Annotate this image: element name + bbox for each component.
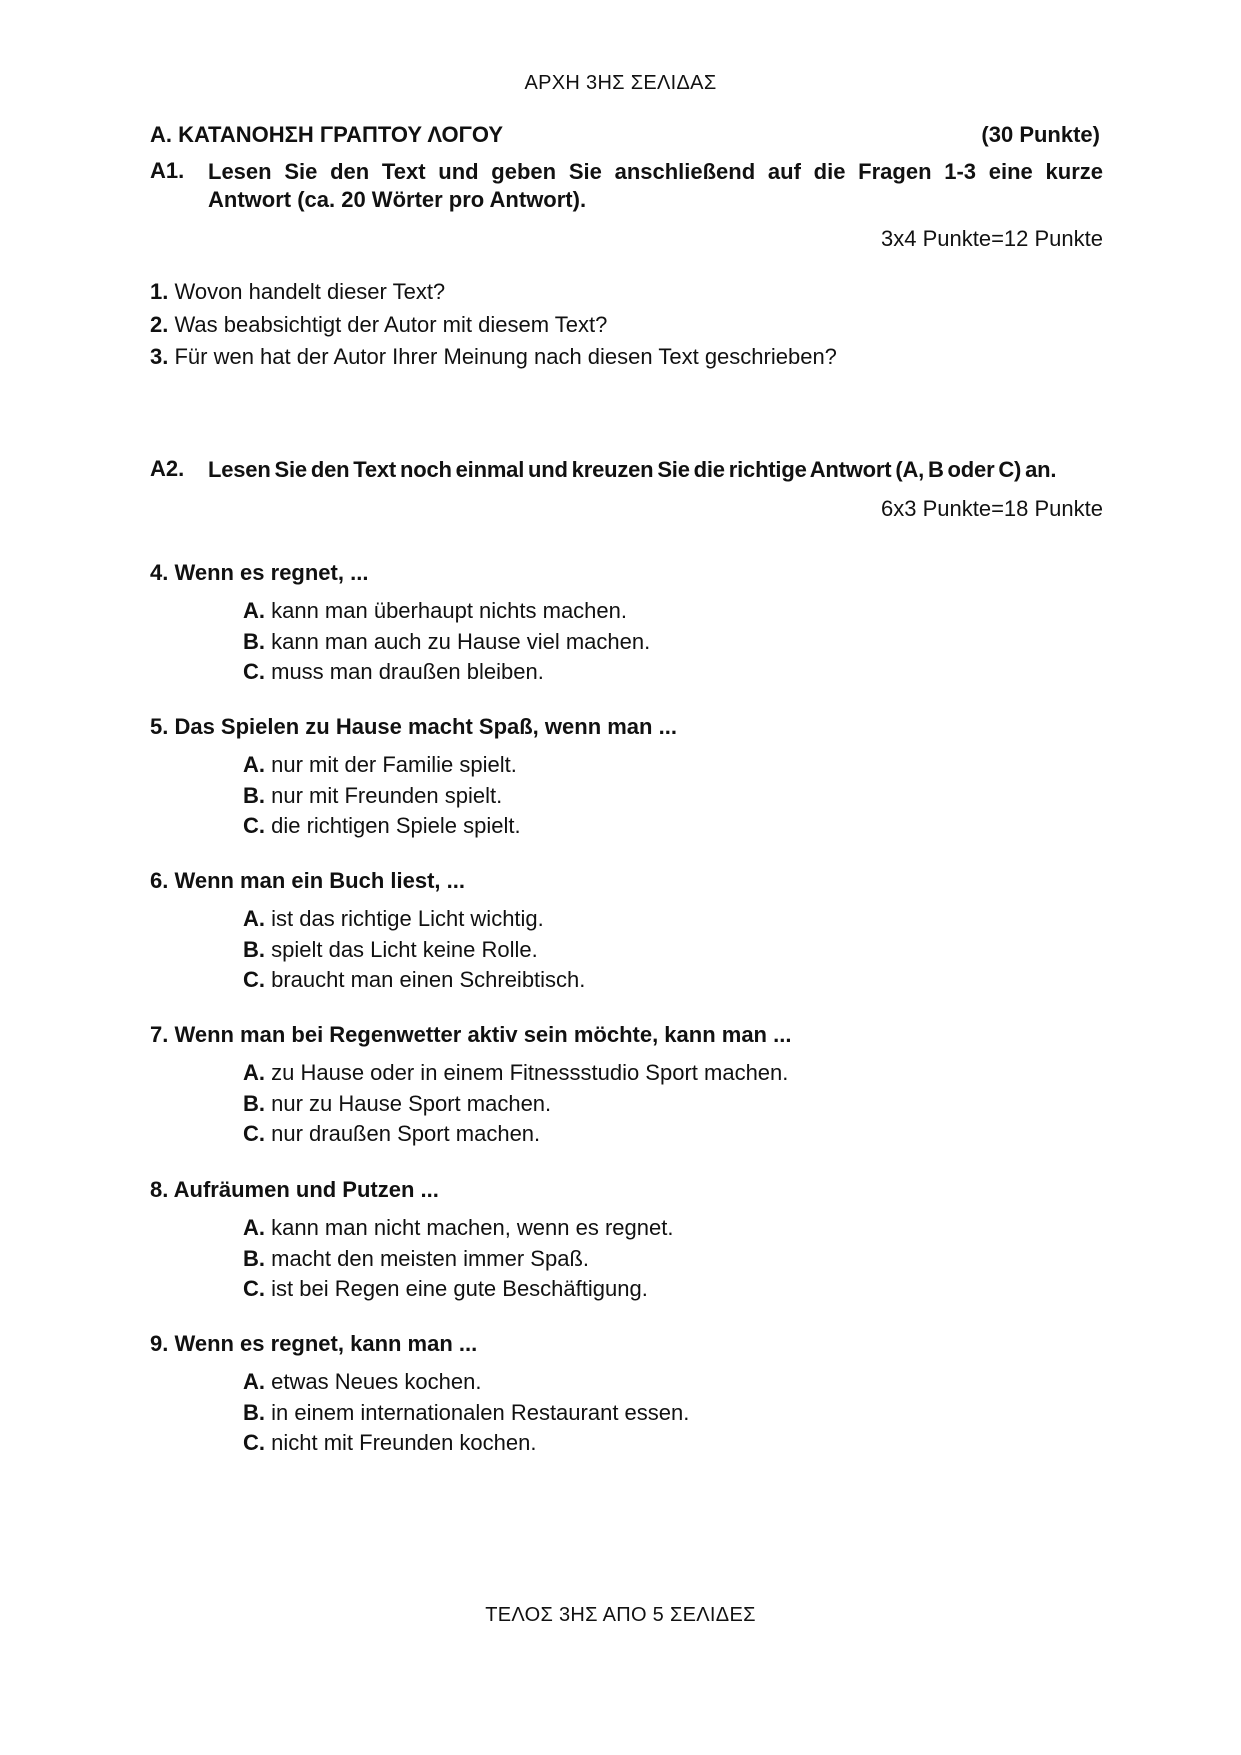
options-list [243, 1058, 1100, 1150]
task-a2 [150, 456, 1103, 484]
option-letter: B. [243, 782, 265, 808]
option-text: ist das richtige Licht wichtig. [265, 906, 544, 931]
option-a [243, 904, 1100, 935]
option-text: ist bei Regen eine gute Beschäftigung. [265, 1276, 648, 1301]
options-list [243, 750, 1100, 842]
question-number: 3. [150, 344, 169, 369]
option-letter: A. [243, 1215, 265, 1240]
option-c [243, 657, 1100, 688]
option-text: kann man nicht machen, wenn es regnet. [265, 1215, 674, 1240]
option-a [243, 1367, 1100, 1398]
option-text: in einem internationalen Restaurant essen. [265, 1399, 690, 1425]
page-header: ΑΡΧΗ 3ΗΣ ΣΕΛΙΔΑΣ [524, 72, 717, 94]
task-a1-score: 3x4 Punkte=12 Punkte [881, 226, 1103, 251]
option-letter: A. [243, 1369, 265, 1394]
task-a2-score: 6x3 Punkte=18 Punkte [881, 496, 1103, 521]
task-a2-instruction: Lesen Sie den Text noch einmal und kreuzen Sie die richtige Antwort (A, B oder C) an. [208, 457, 1057, 482]
question-stem: 9. Wenn es regnet, kann man ... [150, 1331, 478, 1356]
task-a1-label: A1. [150, 158, 185, 183]
option-text: muss man draußen bleiben. [265, 659, 544, 684]
question-stem: 6. Wenn man ein Buch liest, ... [150, 868, 465, 893]
option-text: kann man auch zu Hause viel machen. [265, 628, 651, 654]
open-question-2 [150, 309, 837, 342]
option-letter: B. [243, 1090, 265, 1116]
option-text: nur mit der Familie spielt. [265, 752, 517, 777]
option-text: kann man überhaupt nichts machen. [265, 598, 628, 623]
task-a1 [150, 158, 1103, 214]
section-points: (30 Punkte) [981, 122, 1100, 147]
mc-question-5 [150, 714, 1100, 842]
question-text: Für wen hat der Autor Ihrer Meinung nach diesen Text geschrieben? [168, 344, 837, 369]
option-text: braucht man einen Schreibtisch. [265, 967, 586, 992]
option-letter: A. [243, 598, 265, 623]
question-stem: 4. Wenn es regnet, ... [150, 560, 369, 585]
option-letter: B. [243, 1399, 265, 1425]
option-text: nur mit Freunden spielt. [265, 782, 503, 808]
options-list [243, 1367, 1100, 1459]
option-b [243, 935, 1100, 966]
option-text: nicht mit Freunden kochen. [265, 1430, 537, 1455]
options-list [243, 596, 1100, 688]
option-letter: C. [243, 1276, 265, 1301]
section-heading [150, 122, 1100, 148]
option-a [243, 750, 1100, 781]
question-text: Was beabsichtigt der Autor mit diesem Text? [168, 311, 608, 337]
option-letter: C. [243, 967, 265, 992]
option-b [243, 627, 1100, 658]
mc-question-9 [150, 1331, 1100, 1459]
question-text: Wovon handelt dieser Text? [168, 279, 446, 304]
option-c [243, 1119, 1100, 1150]
option-text: macht den meisten immer Spaß. [265, 1245, 590, 1271]
option-c [243, 811, 1100, 842]
option-b [243, 1089, 1100, 1120]
option-a [243, 1213, 1100, 1244]
section-title: Α. ΚΑΤΑΝΟΗΣΗ ΓΡΑΠΤΟΥ ΛΟΓΟΥ [150, 122, 503, 147]
option-text: zu Hause oder in einem Fitnessstudio Sport machen. [265, 1060, 789, 1085]
question-number: 2. [150, 311, 169, 337]
option-letter: C. [243, 813, 265, 838]
option-a [243, 596, 1100, 627]
option-c [243, 1428, 1100, 1459]
task-a2-label: A2. [150, 456, 185, 481]
option-letter: C. [243, 659, 265, 684]
option-letter: C. [243, 1121, 265, 1146]
option-text: die richtigen Spiele spielt. [265, 813, 521, 838]
option-letter: B. [243, 936, 265, 962]
mc-question-7 [150, 1022, 1100, 1150]
option-c [243, 965, 1100, 996]
option-b [243, 1398, 1100, 1429]
page-footer: ΤΕΛΟΣ 3ΗΣ ΑΠΟ 5 ΣΕΛΙΔΕΣ [485, 1604, 756, 1626]
question-stem: 7. Wenn man bei Regenwetter aktiv sein möchte, kann man ... [150, 1022, 792, 1047]
mc-question-6 [150, 868, 1100, 996]
open-questions-list [150, 276, 837, 374]
option-text: nur draußen Sport machen. [265, 1121, 541, 1146]
option-text: spielt das Licht keine Rolle. [265, 936, 538, 962]
option-text: nur zu Hause Sport machen. [265, 1090, 552, 1116]
option-letter: A. [243, 906, 265, 931]
option-letter: A. [243, 1060, 265, 1085]
option-b [243, 1244, 1100, 1275]
option-letter: C. [243, 1430, 265, 1455]
option-c [243, 1274, 1100, 1305]
open-question-1 [150, 276, 837, 309]
question-stem: 8. Aufräumen und Putzen ... [150, 1177, 439, 1202]
option-a [243, 1058, 1100, 1089]
mc-question-8 [150, 1177, 1100, 1305]
mc-question-4 [150, 560, 1100, 688]
option-letter: B. [243, 1245, 265, 1271]
question-stem: 5. Das Spielen zu Hause macht Spaß, wenn man ... [150, 714, 677, 739]
open-question-3 [150, 341, 837, 374]
option-letter: B. [243, 628, 265, 654]
option-b [243, 781, 1100, 812]
option-text: etwas Neues kochen. [265, 1369, 482, 1394]
option-letter: A. [243, 752, 265, 777]
options-list [243, 1213, 1100, 1305]
options-list [243, 904, 1100, 996]
task-a1-instruction: Lesen Sie den Text und geben Sie anschließend auf die Fragen 1-3 eine kurze Antwort (ca. 20 Wörter pro Antwort). [208, 159, 1103, 212]
question-number: 1. [150, 279, 169, 304]
